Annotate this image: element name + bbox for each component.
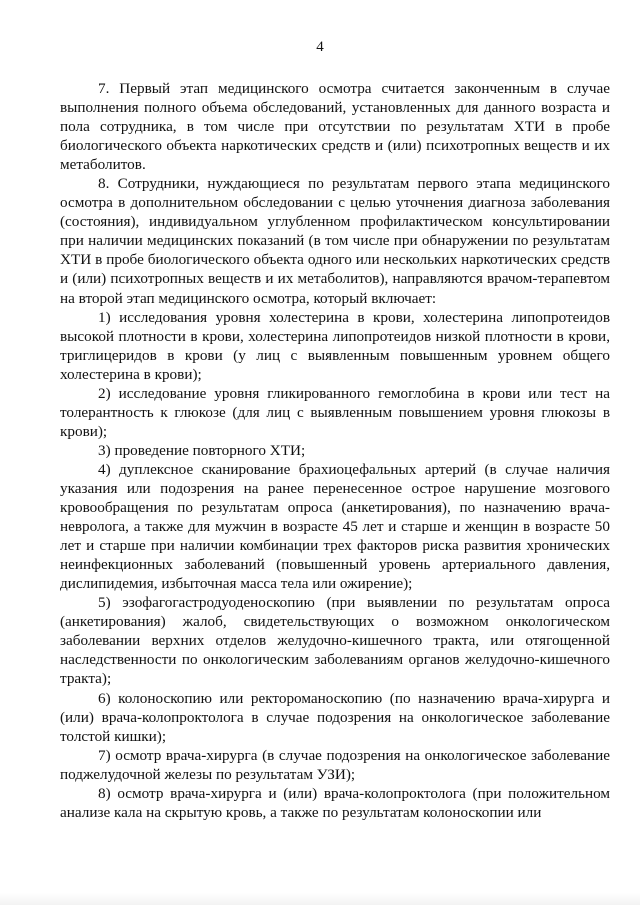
list-item-5: 5) эзофагогастродуоденоскопию (при выявлении по результатам опроса (анкетирования) жалоб, свидетельствующих о возможном онкологическом заболевании верхних отделов желудочно-кишечного тракта, или отягощенной наследственности по онкологическим заболеваниям органов желудочно-кишечного тракта);	[60, 594, 610, 688]
list-item-3: 3) проведение повторного ХТИ;	[98, 441, 306, 459]
paragraph-7: 7. Первый этап медицинского осмотра считается законченным в случае выполнения полного объема обследований, установленных для данного возраста и пола сотрудника, в том числе при отсутствии по результатам ХТИ в пробе биологического объекта наркотических средств и (или) психотропных веществ и их метаболитов.	[60, 80, 610, 174]
page-number: 4	[316, 39, 324, 55]
paragraph-8: 8. Сотрудники, нуждающиеся по результатам первого этапа медицинского осмотра в дополнительном обследовании с целью уточнения диагноза заболевания (состояния), индивидуальном углубленном профилактическом консультировании при наличии медицинских показаний (в том числе при обнаружении по результатам ХТИ в пробе биологического объекта одного или нескольких наркотических средств и (или) психотропных веществ и их метаболитов), направляются врачом-терапевтом на второй этап медицинского осмотра, который включает:	[60, 175, 610, 307]
list-item-6: 6) колоноскопию или ректороманоскопию (по назначению врача-хирурга и (или) врача-колопроктолога в случае подозрения на онкологическое заболевание толстой кишки);	[60, 689, 610, 745]
list-item-2: 2) исследование уровня гликированного гемоглобина в крови или тест на толерантность к глюкозе (для лиц с выявленным повышением уровня глюкозы в крови);	[60, 384, 610, 440]
list-item-4: 4) дуплексное сканирование брахиоцефальных артерий (в случае наличия указания или подозрения на ранее перенесенное острое нарушение мозгового кровообращения по результатам опроса (анкетирования), по назначению врача-невролога, а также для мужчин в возрасте 45 лет и старше и женщин в возрасте 50 лет и старше при наличии комбинации трех факторов риска развития хронических неинфекционных заболеваний (повышенный уровень артериального давления, дислипидемия, избыточная масса тела или ожирение);	[60, 460, 610, 593]
list-item-7: 7) осмотр врача-хирурга (в случае подозрения на онкологическое заболевание поджелудочной железы по результатам УЗИ);	[60, 746, 610, 783]
list-item-8: 8) осмотр врача-хирурга и (или) врача-колопроктолога (при положительном анализе кала на скрытую кровь, а также по результатам колоноскопии или	[60, 784, 610, 821]
list-item-1: 1) исследования уровня холестерина в крови, холестерина липопротеидов высокой плотности в крови, холестерина липопротеидов низкой плотности в крови, триглицеридов в крови (у лиц с выявленным повышенным уровнем общего холестерина в крови);	[60, 308, 610, 383]
scan-bottom-edge	[0, 893, 640, 905]
document-body	[60, 79, 610, 822]
